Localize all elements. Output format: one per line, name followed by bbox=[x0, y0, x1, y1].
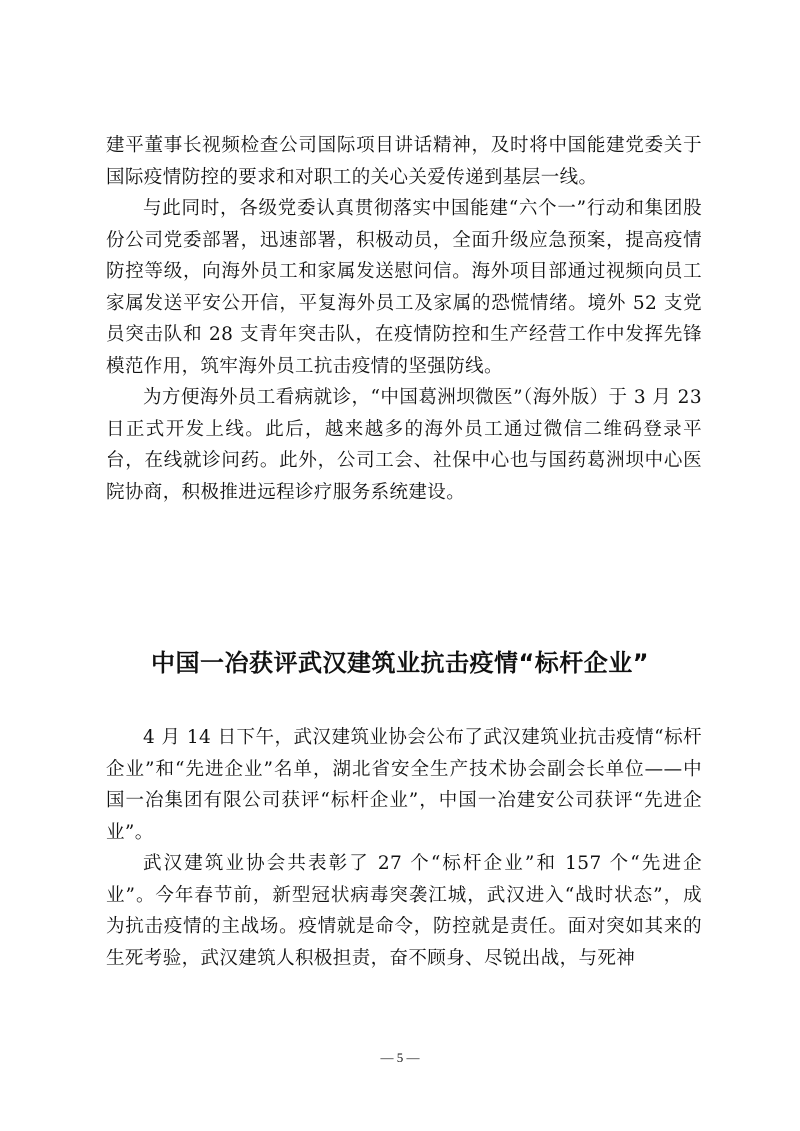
article-title: 中国一冶获评武汉建筑业抗击疫情“标杆企业” bbox=[150, 649, 650, 677]
paragraph: 4 月 14 日下午，武汉建筑业协会公布了武汉建筑业抗击疫情“标杆企业”和“先进企业”名单，湖北省安全生产技术协会副会长单位——中国一冶集团有限公司获评“标杆企业”，中国一冶建安公司获评“先进企业”。 bbox=[106, 727, 702, 843]
section-2-body bbox=[106, 722, 702, 974]
page-number: — 5 — bbox=[380, 1050, 420, 1065]
paragraph-continued: 建平董事长视频检查公司国际项目讲话精神，及时将中国能建党委关于国际疫情防控的要求和对职工的关心关爱传递到基层一线。 bbox=[106, 135, 702, 188]
paragraph: 武汉建筑业协会共表彰了 27 个“标杆企业”和 157 个“先进企业”。今年春节前，新型冠状病毒突袭江城，武汉进入“战时状态”，成为抗击疫情的主战场。疫情就是命令，防控就是责任。面对突如其来的生死考验，武汉建筑人积极担责，奋不顾身、尽锐出战，与死神 bbox=[106, 853, 702, 969]
paragraph: 为方便海外员工看病就诊，“中国葛洲坝微医”（海外版）于 3 月 23 日正式开发上线。此后，越来越多的海外员工通过微信二维码登录平台，在线就诊问药。此外，公司工会、社保中心也与国药葛洲坝中心医院协商，积极推进远程诊疗服务系统建设。 bbox=[106, 387, 702, 503]
paragraph: 与此同时，各级党委认真贯彻落实中国能建“六个一”行动和集团股份公司党委部署，迅速部署，积极动员，全面升级应急预案，提高疫情防控等级，向海外员工和家属发送慰问信。海外项目部通过视频向员工家属发送平安公开信，平复海外员工及家属的恐慌情绪。境外 52 支党员突击队和 28 支青年突击队，在疫情防控和生产经营工作中发挥先锋模范作用，筑牢海外员工抗击疫情的坚强防线。 bbox=[106, 198, 702, 377]
section-1-body bbox=[106, 130, 702, 508]
